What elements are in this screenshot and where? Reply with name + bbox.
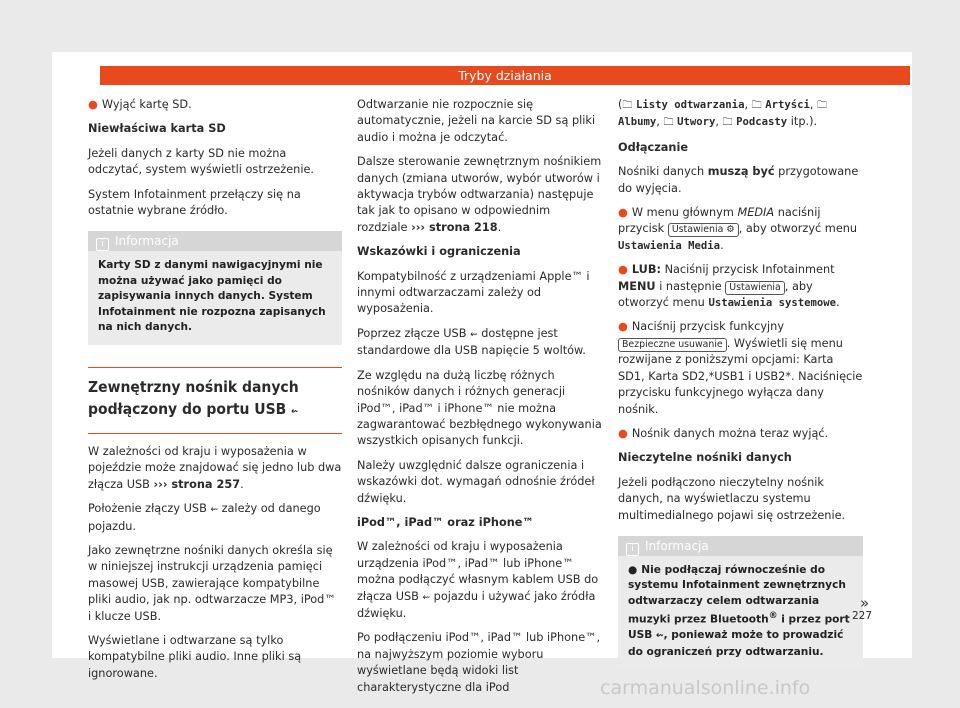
paragraph: Należy uwzględnić dalsze ograniczenia i wskazówki dot. wymagań odnośnie źródeł dźwięku. xyxy=(357,458,595,505)
column-1 xyxy=(88,97,342,690)
gear-icon: ⚙ xyxy=(726,224,735,236)
safe-remove-button[interactable]: Bezpieczne usuwanie xyxy=(618,338,727,352)
paragraph: Po podłączeniu iPod™, iPad™ lub iPhone™, na najwyższym poziomie wyboru wyświetlane będą widoki list charakterystyczne dla iPod xyxy=(357,631,601,694)
bullet-icon: ● xyxy=(88,98,98,111)
bullet-step-3: ● Naciśnij przycisk funkcyjny Bezpieczne usuwanie . Wyświetli się menu rozwijane z poniższymi opcjami: Karta SD1, Karta SD2,*USB1 i USB2*. Naciśnięcie przycisku funkcyjnego wyłącza dany nośnik. xyxy=(618,320,863,416)
info-box xyxy=(88,231,342,345)
bullet-icon: ● xyxy=(618,206,628,220)
paragraph: Poprzez złącze USB ⇜ dostępne jest standardowe dla USB napięcie 5 woltów. xyxy=(357,326,586,358)
folder-icon: 🗀 xyxy=(751,100,762,111)
settings-button[interactable]: Ustawienia xyxy=(725,281,785,295)
bullet-step-2: ● LUB: Naciśnij przycisk Infotainment MENU i następnie Ustawienia , aby otworzyć menu Ustawienia systemowe. xyxy=(618,263,840,310)
section-title: Zewnętrzny nośnik danych podłączony do portu USB ⇜ xyxy=(88,367,342,434)
paragraph: Jako zewnętrzne nośniki danych określa się w niniejszej instrukcji urządzenia pamięci masowej USB, zawierające kompatybilne pliki audio, jak np. odtwarzacze MP3, iPod™ i klucze USB. xyxy=(88,543,336,623)
paragraph: Położenie złączy USB ⇜ zależy od danego pojazdu. xyxy=(88,502,321,533)
page-number: 227 xyxy=(851,610,872,622)
list-views: (🗀 Listy odtwarzania, 🗀 Artyści, 🗀 Albumy, 🗀 Utwory, 🗀 Podcasty itp.). xyxy=(618,98,828,129)
column-2 xyxy=(357,97,602,704)
paragraph: Wyświetlane i odtwarzane są tylko kompatybilne pliki audio. Inne pliki są ignorowane. xyxy=(88,634,302,680)
heading-ipod: iPod™, iPad™ oraz iPhone™ xyxy=(357,515,534,529)
paragraph: Kompatybilność z urządzeniami Apple™ i innymi odtwarzaczami zależy od wyposażenia. xyxy=(357,269,590,316)
paragraph: System Infotainment przełączy się na ostatnie wybrane źródło. xyxy=(88,187,301,218)
usb-icon: ⇜ xyxy=(210,505,218,516)
continue-icon: » xyxy=(860,594,870,612)
paragraph: Odtwarzanie nie rozpocznie się automatycznie, jeżeli na karcie SD są pliki audio i można je odczytać. xyxy=(357,98,596,144)
paragraph: Jeżeli podłączono nieczytelny nośnik danych, na wyświetlaczu systemu multimedialnego pojawi się ostrzeżenie. xyxy=(618,475,846,522)
bullet-step-4: ● Nośnik danych można teraz wyjąć. xyxy=(618,426,829,440)
heading-disconnect: Odłączanie xyxy=(618,140,688,154)
usb-icon: ⇜ xyxy=(291,406,298,417)
bullet-icon: ● xyxy=(618,320,628,334)
settings-button[interactable]: Ustawienia ⚙ xyxy=(668,223,739,237)
info-header: i Informacja xyxy=(88,231,342,251)
paragraph: Dalsze sterowanie zewnętrznym nośnikiem danych (zmiana utworów, wybór utworów i aktywacja trybów odtwarzania) następuje tak jak to opisano w odpowiednim rozdziale ››› strona 218. xyxy=(357,155,602,234)
bullet-icon: ● xyxy=(618,263,628,277)
folder-icon: 🗀 xyxy=(663,117,674,129)
watermark: carmanualsonline.info xyxy=(600,677,811,699)
page-header: Tryby działania xyxy=(100,66,910,85)
info-box xyxy=(618,536,863,670)
bullet-icon: ● xyxy=(618,426,628,440)
heading-unreadable: Nieczytelne nośniki danych xyxy=(618,451,792,465)
paragraph: Nośniki danych muszą być przygotowane do wyjęcia. xyxy=(618,165,859,195)
folder-icon: 🗀 xyxy=(817,100,828,111)
bullet-icon: ● xyxy=(628,563,638,576)
paragraph: W zależności od kraju i wyposażenia urządzenia iPod™, iPad™ lub iPhone™ można podłączyć własnym kablem USB do złącza USB ⇜ pojazdu i używać jako źródła dźwięku. xyxy=(357,540,599,620)
page-link[interactable]: ››› strona 257 xyxy=(153,477,241,491)
info-icon: i xyxy=(626,543,639,556)
heading-tips: Wskazówki i ograniczenia xyxy=(357,245,521,259)
usb-icon: ⇜ xyxy=(470,329,478,340)
heading-wrong-sd: Niewłaściwa karta SD xyxy=(88,122,226,136)
bullet-remove-sd: ● Wyjąć kartę SD. xyxy=(88,98,192,111)
info-body: Karty SD z danymi nawigacyjnymi nie można używać jako pamięci do zapisywania innych danych. System Infotainment nie rozpozna zapisanych na nich danych. xyxy=(98,259,326,334)
usb-icon: ⇜ xyxy=(656,631,664,642)
usb-icon: ⇜ xyxy=(422,592,431,603)
folder-icon: 🗀 xyxy=(722,117,733,129)
column-3 xyxy=(618,97,863,683)
menu-button[interactable]: MENU xyxy=(618,279,656,293)
info-body: ● Nie podłączaj równocześnie do systemu Infotainment zewnętrznych odtwarzaczy celem odtwarzania muzyki przez Bluetooth® i przez port USB ⇜, ponieważ może to prowadzić do ograniczeń przy odtwarzaniu. xyxy=(628,563,850,658)
info-icon: i xyxy=(96,238,109,251)
paragraph: W zależności od kraju i wyposażenia w pojeździe może znajdować się jedno lub dwa złącza USB ››› strona 257. xyxy=(88,444,342,491)
page-link[interactable]: ››› strona 218 xyxy=(411,220,498,234)
paragraph: Jeżeli danych z karty SD nie można odczytać, system wyświetli ostrzeżenie. xyxy=(88,146,314,177)
paragraph: Ze względu na dużą liczbę różnych nośników danych i różnych generacji iPod™, iPad™ i iPhone™ nie można zagwarantować bezbłędnego wykonywania wszystkich opisanych funkcji. xyxy=(357,368,602,448)
info-header: i Informacja xyxy=(618,536,863,556)
bullet-step-1: ● W menu głównym MEDIA naciśnij przycisk Ustawienia ⚙ , aby otworzyć menu Ustawienia Media. xyxy=(618,206,858,252)
folder-icon: 🗀 xyxy=(622,100,633,111)
